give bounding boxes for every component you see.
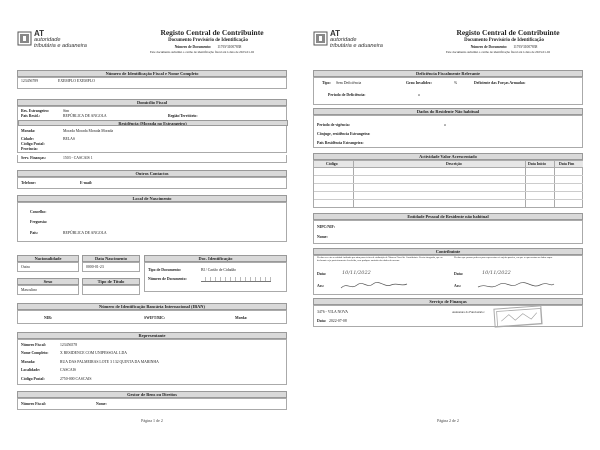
nipc-label: NIPC/NIF: [317, 225, 336, 229]
actividade-section-header: Actividade Valor Acrescentado [313, 153, 583, 160]
regiao-label: Região/Território: [168, 114, 198, 118]
rep-data-handwritten: 10/11/2022 [482, 270, 511, 276]
iban-section-header: Número de Identificação Bancária Internacional (IBAN) [17, 303, 287, 310]
pais-resid-label: País Resid.: [21, 114, 40, 118]
representante-section [17, 339, 287, 385]
conjuge-label: Cônjuge, residência Estrangeira: [317, 132, 371, 136]
col-data-inicio: Data Início [528, 162, 547, 166]
rnh-entity-section [313, 220, 583, 244]
gestor-section-header: Gestor de Bens ou Direitos [17, 391, 287, 398]
domicilio-section [17, 106, 287, 153]
num-doc-label: Número de Documento: [148, 277, 187, 281]
rnh-entity-section-header: Entidade Pessoal de Residente não habitual [313, 213, 583, 220]
document-title: Registo Central de Contribuinte [160, 28, 264, 37]
rep-morada-value: RUA DAS PALMEIRAS LOTE 3 132 QUINTA DA MARINHA [60, 360, 159, 364]
contribuinte-section-header: Contribuinte [313, 248, 583, 255]
num-doc-boxes [201, 277, 271, 282]
rep-nome-label: Nome Completo: [21, 351, 49, 355]
contactos-section-header: Outros Contactos [17, 170, 287, 177]
ident-section-header: Número de Identificação Fiscal e Nome Completo [17, 70, 287, 77]
periodo-def-label: Período de Deficiência: [328, 93, 366, 97]
document-page-2 [313, 8, 583, 444]
rep-nome-value: X RESIDENCE COM UNIPESSOAL LDA [60, 351, 127, 355]
ident-section [17, 77, 287, 89]
pct-sign: % [454, 81, 458, 85]
gestor-nome-label: Nome: [96, 402, 107, 406]
contribuinte-section [313, 255, 583, 295]
serv-fin-data-value: 2022-07-08 [329, 319, 347, 323]
cidade-label: Cidade: [21, 137, 34, 141]
gestor-section [17, 398, 287, 410]
tipo-label: Tipo: [322, 81, 331, 85]
contactos-section [17, 177, 287, 189]
pais-res-estr-label: País Residência Estrangeira: [317, 141, 364, 145]
rep-ass-label: Ass: [454, 284, 461, 288]
rep-data-label: Data: [454, 272, 464, 276]
nif-value: 123456789 [21, 79, 39, 83]
tipo-value: Sem Deficiência [336, 81, 362, 85]
pais-nasc-value: REPÚBLICA DE ANGOLA [63, 231, 107, 235]
logo-at-text: AT [330, 29, 341, 38]
data-nascimento-box [82, 262, 140, 272]
pais-nasc-label: País: [30, 231, 39, 235]
morada-label: Morada: [21, 129, 36, 133]
email-label: E-mail: [80, 181, 93, 185]
representante-signature-icon [476, 280, 556, 292]
data-nascimento-header: Data Nascimento [82, 255, 140, 262]
dados-rnh-section-header: Dados do Residente Não habitual [313, 108, 583, 115]
rep-nif-value: 123456578 [60, 343, 78, 347]
contrib-data-label: Data: [317, 272, 327, 276]
periodo-vig-label: Período de vigência: [317, 123, 350, 127]
tipo-doc-value: BI / Cartão de Cidadão [201, 268, 237, 272]
col-descricao: Descrição [446, 162, 462, 166]
document-page-1 [17, 8, 287, 444]
moeda-label: Moeda: [235, 316, 248, 320]
document-title: Registo Central de Contribuinte [456, 28, 560, 37]
ffaa-label: Deficiente das Forças Armadas: [474, 81, 526, 85]
telefone-label: Telefone: [21, 181, 36, 185]
document-subtitle: Documento Provisório de Identificação [168, 38, 248, 43]
contrib-ass-label: Ass: [317, 284, 324, 288]
swift-label: SWIFT/BIC: [144, 316, 166, 320]
official-stamp-icon [493, 305, 542, 327]
freguesia-label: Freguesia: [30, 220, 48, 224]
nome-label: Nome: [317, 235, 328, 239]
page-footer-1: Página 1 de 2 [141, 418, 163, 423]
gestor-nif-label: Número Fiscal: [21, 402, 46, 406]
residencia-subheader: Residência (Morada no Estrangeiro) [18, 120, 288, 126]
col-codigo: Código [326, 162, 338, 166]
logo-line-3: tributária e aduaneira [330, 43, 383, 49]
doc-ident-header: Doc. Identificação [144, 255, 287, 262]
document-note: Este documento substitui o cartão de identificação fiscal até à data de 2023-01-02 [149, 50, 255, 54]
nacionalidade-header: Nacionalidade [17, 255, 79, 262]
serv-financas-row [17, 155, 287, 163]
concelho-label: Concelho: [30, 210, 47, 214]
periodo-def-sep: a [418, 93, 420, 97]
nib-label: NIB: [44, 316, 53, 320]
actividade-table [313, 160, 583, 208]
rep-localidade-label: Localidade: [21, 368, 41, 372]
at-logo-2 [313, 28, 413, 54]
tipo-titulo-box [82, 285, 140, 295]
rep-cp-label: Código Postal: [21, 377, 45, 381]
cidade-value: BELAS [63, 137, 76, 141]
col-data-fim: Data Fim [559, 162, 575, 166]
page-footer-2: Página 2 de 2 [437, 418, 459, 423]
rep-nif-label: Número Fiscal: [21, 343, 46, 347]
sexo-header: Sexo [17, 278, 79, 285]
sexo-box [17, 285, 79, 295]
document-subtitle: Documento Provisório de Identificação [464, 38, 544, 43]
contrib-data-handwritten: 10/11/2022 [342, 270, 371, 276]
data-nascimento-value: 0000-01-23 [86, 265, 104, 269]
logo-line-3: tributária e aduaneira [34, 43, 87, 49]
nascimento-section [17, 202, 287, 242]
doc-ident-box [144, 262, 287, 292]
res-estrangeiro-label: Res. Estrangeiro: [21, 109, 50, 113]
serv-financas-label: Serv. Finanças: [21, 156, 46, 160]
serv-fin-data-label: Data: [317, 319, 327, 323]
serv-fin-code: 3476 - VILA NOVA [317, 310, 348, 314]
contribuinte-note-left: Declaro ser esta a entidade indicada por mim para efeitos de atribuição de Número Fiscal de Contribuinte. Presto fotografia, que ao declarante seja posteriormente devolvido, sem qualquer omissão dos dados do mesmo. [317, 256, 443, 262]
logo-line-2: autoridade [34, 37, 61, 43]
cp-label: Código Postal: [21, 142, 45, 146]
provincia-label: Província: [21, 147, 38, 151]
portugal-shield-icon [313, 31, 328, 46]
servico-financas-section-header: Serviço de Finanças [313, 298, 583, 305]
portugal-shield-icon [17, 31, 32, 46]
iban-section [17, 310, 287, 324]
logo-line-2: autoridade [330, 37, 357, 43]
document-note: Este documento substitui o cartão de identificação fiscal até à data de 2023-01-02 [445, 50, 551, 54]
morada-value: Morada Morada Morada Morada [63, 129, 114, 133]
nascimento-section-header: Local de Nascimento [17, 195, 287, 202]
res-estrangeiro-value: Sim [63, 109, 70, 113]
rep-localidade-value: CASCAIS [60, 368, 77, 372]
at-logo [17, 28, 117, 54]
domicilio-section-header: Domicílio Fiscal [17, 99, 287, 106]
deficiencia-section [313, 77, 583, 105]
serv-financas-value: 1503 - CASCAIS 1 [63, 156, 93, 160]
pais-resid-value: REPÚBLICA DE ANGOLA [63, 114, 107, 118]
logo-at-text: AT [34, 29, 45, 38]
assinatura-funcionario-label: Assinatura do Funcionário: [452, 310, 485, 314]
periodo-vig-sep: a [444, 123, 446, 127]
nacionalidade-box [17, 262, 79, 272]
document-number: Número de Documento: 1176V31007838 [470, 45, 538, 49]
rep-morada-label: Morada: [21, 360, 36, 364]
document-number: Número de Documento: 1176V31007838 [174, 45, 242, 49]
tipo-doc-label: Tipo de Documento: [148, 268, 182, 272]
tipo-titulo-header: Tipo de Título [82, 278, 140, 285]
servico-financas-section [313, 305, 583, 327]
deficiencia-section-header: Deficiência Fiscalmente Relevante [313, 70, 583, 77]
dados-rnh-section [313, 115, 583, 148]
rep-cp-value: 2750-000 CASCAIS [60, 377, 92, 381]
grau-label: Grau Invalidez: [406, 81, 432, 85]
nacionalidade-value: Outra [21, 265, 30, 269]
sexo-value: Masculino [21, 288, 38, 292]
full-name-value: EXEMPLO EXEMPLO [58, 79, 95, 83]
contribuinte-signature-icon [339, 280, 409, 292]
contribuinte-note-right: Declaro que possuo poderes para representar o/a sujeito passivo, em que se apresentam os dados supra. [454, 256, 553, 259]
representante-section-header: Representante [17, 332, 287, 339]
